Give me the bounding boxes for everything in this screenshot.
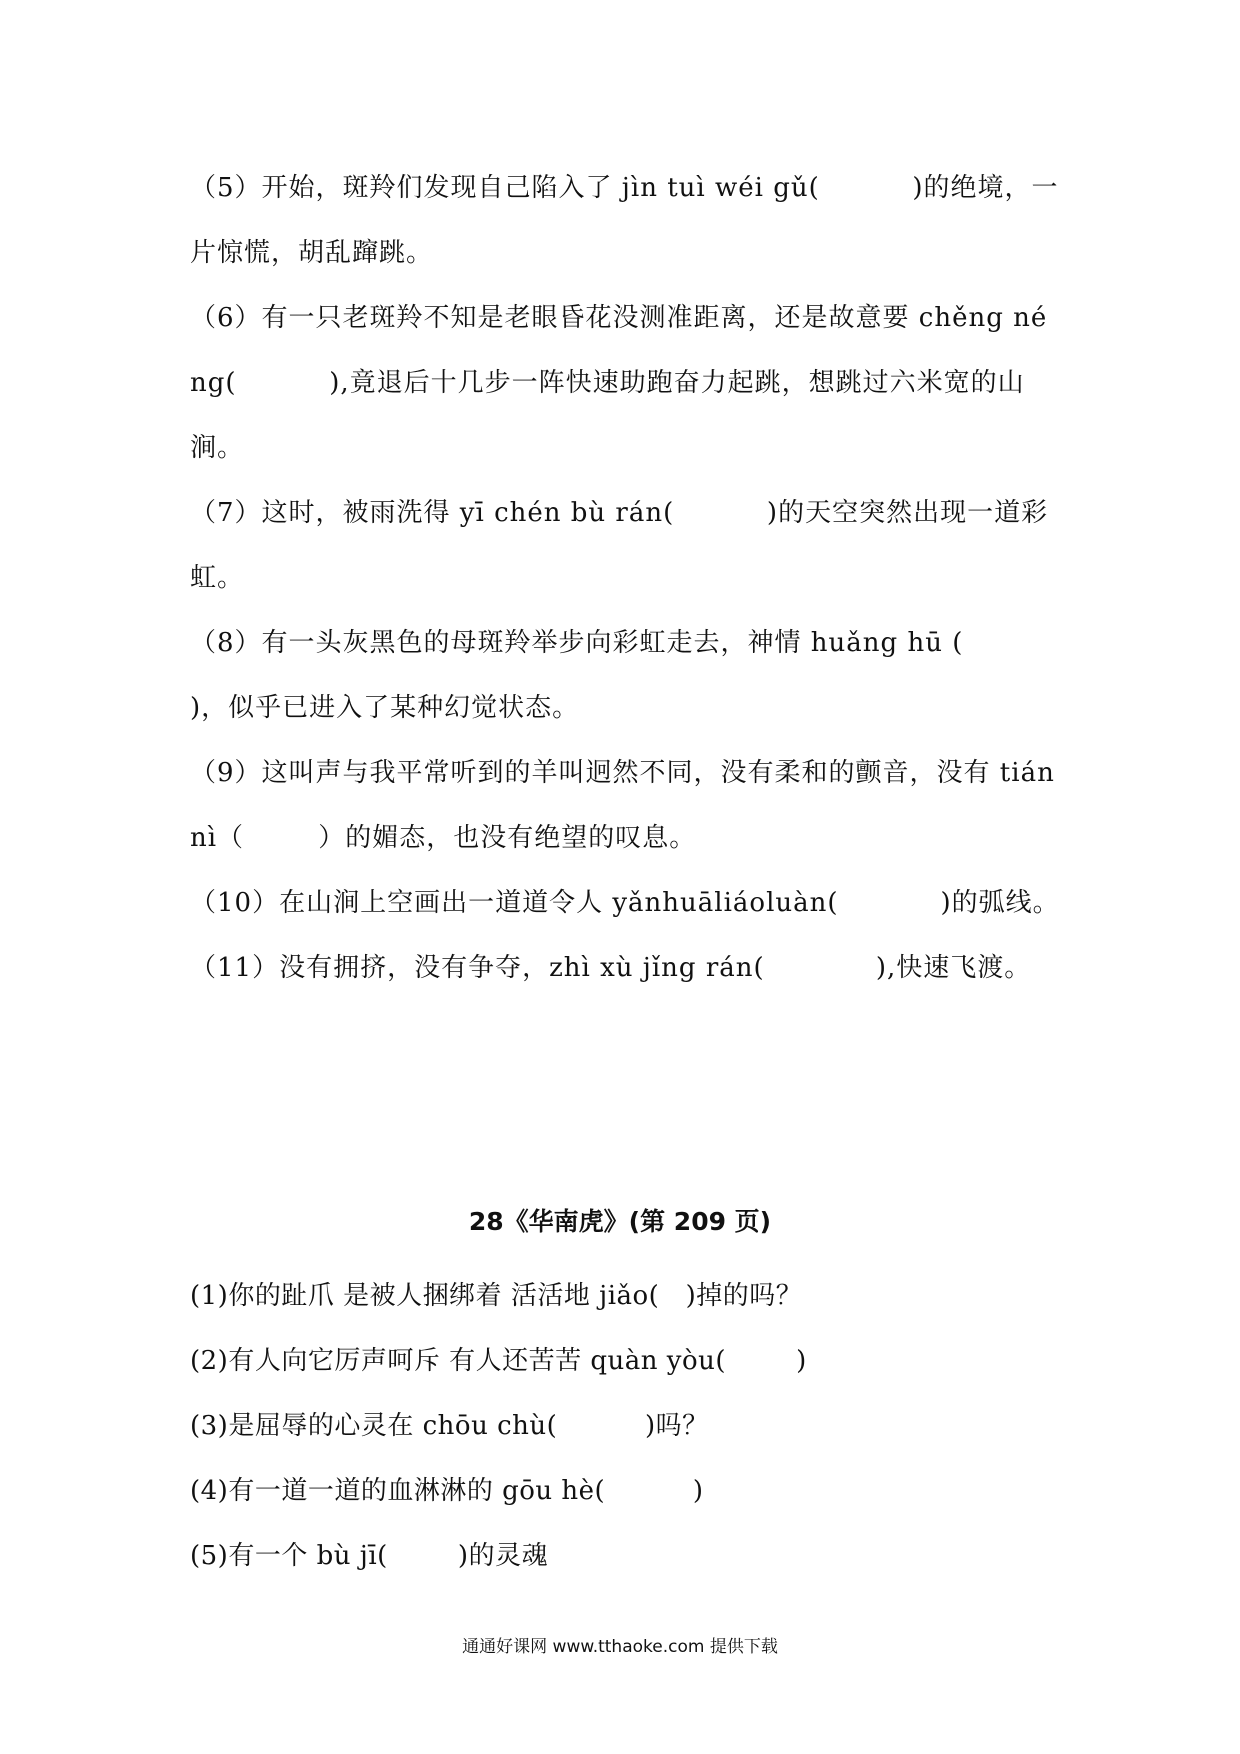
question-number: (3) [190,1411,229,1441]
question-text-after: ) [796,1346,807,1376]
question-item [190,286,1060,481]
question-text: 在山涧上空画出一道道令人 yǎnhuāliáoluàn( [279,888,839,918]
question-text-after: ),竟退后十几步一阵快速助跑奋力起跳，想跳过六米宽的山涧。 [190,368,1025,463]
question-text-after: )的天空突然出现一道彩虹。 [190,498,1049,593]
question-text-after: )吗？ [644,1411,709,1441]
question-number: （11） [190,953,280,983]
question-item [190,611,1060,741]
question-text-after: ),快速飞渡。 [875,953,1032,983]
question-text: 有一只老斑羚不知是老眼昏花没测准距离，还是故意要 chěng néng( [190,303,1048,398]
question-text: 有一头灰黑色的母斑羚举步向彩虹走去，神情 huǎng hū ( [261,628,964,658]
question-item [190,156,1060,286]
answer-blank[interactable] [659,1264,685,1329]
question-number: （8） [190,628,262,658]
question-number: （6） [190,303,262,333]
question-number: （5） [190,173,262,203]
answer-blank[interactable] [765,936,876,1001]
question-text: 有一个 bù jī( [228,1541,388,1571]
answer-blank[interactable] [839,871,941,936]
question-text-after: )的弧线。 [940,888,1060,918]
answer-blank[interactable] [963,611,1037,676]
answer-blank[interactable] [557,1394,645,1459]
question-item [190,1329,1060,1394]
question-text-after: )的灵魂 [457,1541,549,1571]
answer-blank[interactable] [726,1329,796,1394]
answer-blank[interactable] [674,481,767,546]
question-number: （9） [190,758,262,788]
question-item [190,871,1060,936]
question-item [190,741,1060,871]
question-text-after: )，似乎已进入了某种幻觉状态。 [190,693,580,723]
question-item [190,1264,1060,1329]
answer-blank[interactable] [388,1524,458,1589]
question-text-after: ) [692,1476,704,1506]
question-item [190,481,1060,611]
section-title: 28《华南虎》(第 209 页) [468,1207,772,1236]
question-text: 你的趾爪 是被人捆绑着 活活地 jiǎo( [228,1281,660,1311]
question-text: 这叫声与我平常听到的羊叫迥然不同，没有柔和的颤音，没有 tiánnì（ [190,758,1055,853]
answer-blank[interactable] [244,806,318,871]
question-number: （10） [190,888,280,918]
answer-blank[interactable] [820,156,913,221]
question-number: (2) [190,1346,229,1376]
question-item [190,1524,1060,1589]
question-text: 是屈辱的心灵在 chōu chù( [228,1411,558,1441]
question-text-after: )掉的吗？ [685,1281,803,1311]
question-number: （7） [190,498,262,528]
question-number: (5) [190,1541,229,1571]
question-item [190,1459,1060,1524]
answer-blank[interactable] [605,1459,693,1524]
question-text-after: )的绝境，一片惊慌，胡乱蹿跳。 [190,173,1059,268]
question-text: 有一道一道的血淋淋的 gōu hè( [228,1476,606,1506]
question-text: 开始，斑羚们发现自己陷入了 jìn tuì wéi gǔ( [261,173,820,203]
question-number: (1) [190,1281,229,1311]
fill-blank-section-b [190,1264,1060,1589]
fill-blank-section-a [190,156,1060,1001]
question-item [190,1394,1060,1459]
question-number: (4) [190,1476,229,1506]
question-text: 有人向它厉声呵斥 有人还苦苦 quàn yòu( [228,1346,727,1376]
question-text: 没有拥挤，没有争夺，zhì xù jǐng rán( [279,953,765,983]
question-item [190,936,1060,1001]
answer-blank[interactable] [237,351,330,416]
question-text: 这时，被雨洗得 yī chén bù rán( [261,498,675,528]
question-text-after: ）的媚态，也没有绝望的叹息。 [318,823,697,853]
page-footer: 通通好课网 www.tthaoke.com 提供下载 [462,1637,778,1657]
